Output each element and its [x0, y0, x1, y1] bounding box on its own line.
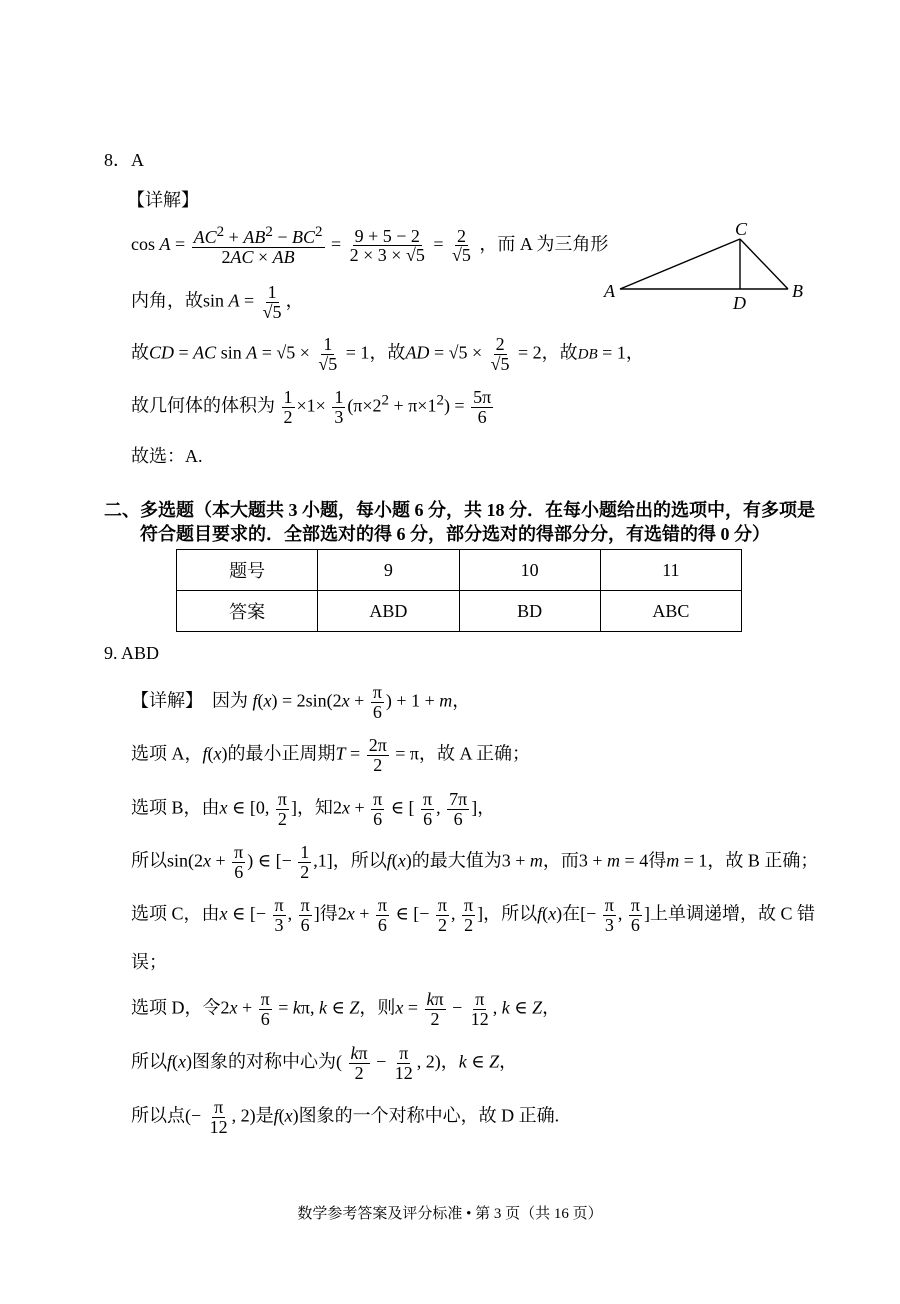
table-cell: 10	[459, 550, 600, 591]
q9-option-a: 选项 A，f(x)的最小正周期T = $\frac{2\pi}{2}$ = π，故 A 正确；	[131, 735, 531, 775]
q8-cos-line: cos A = $\frac{AC^2 + AB^2 - BC^2}{2AC \times AB}$ = $\frac{9 + 5 - 2}{2 \times 3 \times √5}$ = $\frac{2}{√5}$ ，而 A 为三角形	[131, 224, 609, 267]
table-cell: ABC	[600, 591, 741, 632]
q8-result: 故选：A.	[131, 446, 203, 466]
q8-detail-label: 【详解】	[127, 190, 199, 210]
q8-sin-line: 内角，故sin A = $\frac{1}{√5}$ ，	[131, 282, 304, 322]
section2-title-line1: 二、多选题（本大题共 3 小题，每小题 6 分，共 18 分．在每小题给出的选项中，有多项是	[104, 500, 815, 520]
q8-heading: 8．A	[104, 150, 144, 170]
table-cell: 11	[600, 550, 741, 591]
q8-volume-line: 故几何体的体积为 $\frac{1}{2}$ ×1× $\frac{1}{3}$ $(\pi\times 2^2 + \pi\times 1^2)$ = $\frac{5\pi}{6}$	[131, 387, 492, 427]
triangle-figure	[600, 215, 815, 315]
q9-function-line: 【详解】 因为 f(x) = 2sin(2x + $\frac{\pi}{6}$ ) + 1 + m，	[131, 682, 471, 722]
table-cell: BD	[459, 591, 600, 632]
label-a: A	[604, 281, 615, 301]
q8-cd-line: 故CD = AC sin A = √5 × $\frac{1}{√5}$ = 1，故AD = √5 × $\frac{2}{√5}$ = 2，故DB = 1，	[131, 334, 644, 374]
q9-option-b-cont: 所以sin(2x + $\frac{\pi}{6}$ ) ∈ [− $\frac{1}{2}$ ,1]，所以f(x)的最大值为3 + m，而3 + m = 4得m = 1，故 B 正确；	[131, 842, 819, 882]
table-cell: 题号	[177, 550, 318, 591]
table-cell: 9	[318, 550, 459, 591]
section2-title-line2: 符合题目要求的．全部选对的得 6 分，部分选对的得部分分，有选错的得 0 分）	[140, 524, 770, 544]
q9-option-c: 选项 C，由x ∈ [− $\frac{\pi}{3}$ , $\frac{\pi}{6}$ ]得2x + $\frac{\pi}{6}$ ∈ [− $\frac{\pi}{2}$ , $\frac{\pi}{2}$ ]，所以f(x)在[− $\frac{\pi}{3}$ , $\frac{\pi}{6}$ ]上单调递增，故 C 错	[131, 895, 815, 935]
q9-option-c-cont: 误；	[131, 952, 167, 972]
table-cell: 答案	[177, 591, 318, 632]
q9-heading: 9. ABD	[104, 643, 160, 663]
table-cell: ABD	[318, 591, 459, 632]
q9-symmetry-center: 所以f(x)图象的对称中心为( $\frac{k\pi}{2}$ − $\frac{\pi}{12}$ , 2)，k ∈ Z，	[131, 1043, 518, 1083]
q9-conclusion: 所以点(− $\frac{\pi}{12}$ , 2)是f(x)图象的一个对称中心，故 D 正确.	[131, 1097, 560, 1137]
label-c: C	[735, 219, 748, 239]
answer-table	[176, 549, 742, 632]
page-footer: 数学参考答案及评分标准 • 第 3 页（共 16 页）	[297, 1206, 603, 1222]
q9-option-b: 选项 B，由x ∈ [0, $\frac{\pi}{2}$ ]，知2x + $\frac{\pi}{6}$ ∈ [ $\frac{\pi}{6}$ , $\frac{7\pi}{6}$ ]，	[131, 789, 496, 829]
table-row	[177, 550, 742, 591]
label-d: D	[733, 293, 746, 313]
table-row	[177, 591, 742, 632]
label-b: B	[792, 281, 803, 301]
q9-option-d: 选项 D，令2x + $\frac{\pi}{6}$ = kπ, k ∈ Z，则x = $\frac{k\pi}{2}$ − $\frac{\pi}{12}$ , k ∈ Z，	[131, 989, 561, 1029]
